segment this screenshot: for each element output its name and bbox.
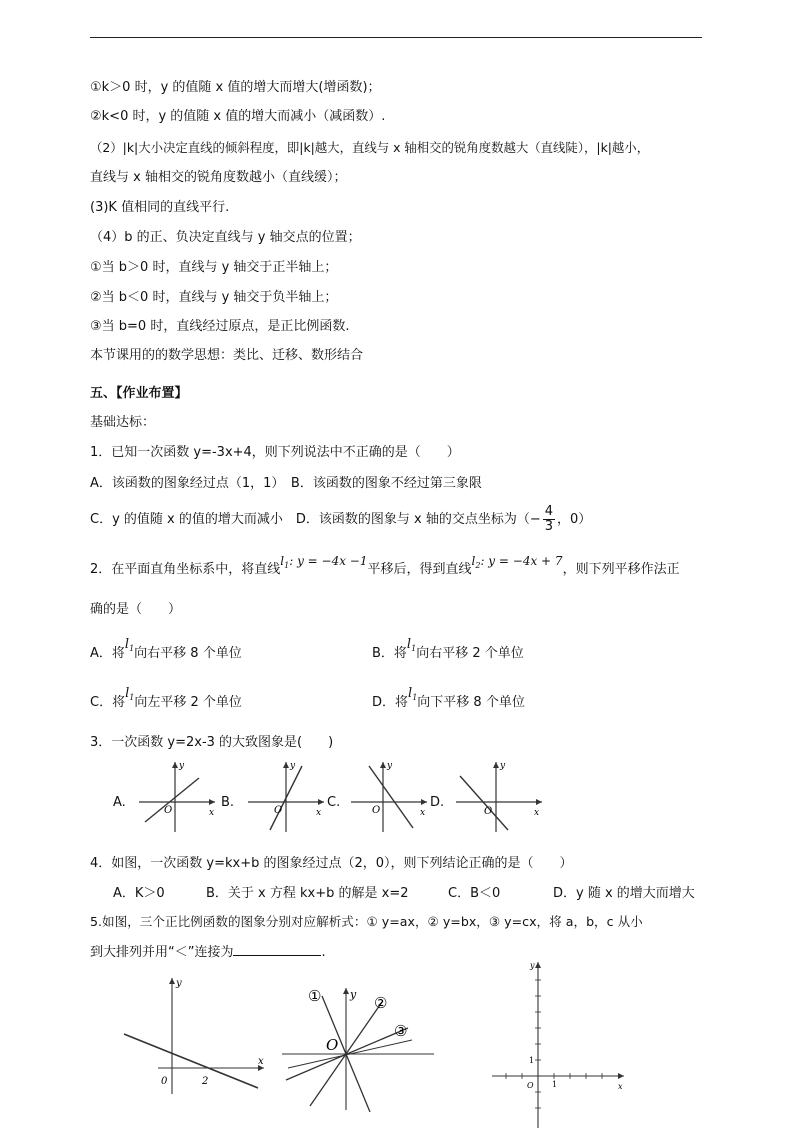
q5-figure-1 (118, 972, 268, 1097)
q5-figure-2 (278, 984, 438, 1112)
x-arrow-icon (618, 1073, 624, 1079)
q2-stem-line2: 确的是（ ） (90, 602, 182, 617)
y-label: y (176, 978, 182, 989)
x-intercept-label: 2 (202, 1076, 209, 1087)
q2-stem-a: 2．在平面直角坐标系中，将直线 (90, 562, 281, 577)
q2-c-text: 向左平移 2 个单位 (134, 695, 242, 710)
subscript-2: 2 (475, 561, 481, 570)
q4-stem: 4．如图，一次函数 y=kx+b 的图象经过点（2，0），则下列结论正确的是（ ） (90, 856, 573, 871)
q2-d-prefix: D．将 (372, 695, 409, 710)
origin-label: O (164, 805, 173, 816)
q5-answer-blank[interactable] (233, 943, 321, 956)
q3-option-d-label[interactable]: D. (430, 795, 445, 810)
x-label: x (534, 808, 540, 818)
y-label: y (290, 761, 296, 771)
subscript-1: 1 (411, 644, 417, 653)
y-arrow-icon (380, 762, 386, 768)
y-label: y (500, 761, 506, 771)
q4-option-b: B．关于 x 方程 kx+b 的解是 x=2 (206, 886, 409, 901)
x-label: x (420, 808, 426, 818)
homework-subtitle: 基础达标： (90, 415, 156, 430)
q5-stem-line1: 5.如图，三个正比例函数的图象分别对应解析式：① y=ax，② y=bx，③ y=cx，将 a，b，c 从小 (90, 914, 643, 929)
l-symbol: l (406, 637, 412, 652)
l-symbol: l (471, 554, 476, 568)
subscript-1: 1 (129, 693, 135, 702)
q4-option-a: A．K＞0 (113, 886, 165, 901)
summary-line-10: 本节课用的的数学思想：类比、迁移、数形结合 (90, 348, 364, 363)
y-arrow-icon (493, 762, 499, 768)
circle-label-2: ② (374, 994, 388, 1012)
q5-stem-text: 到大排列并用“＜”连接为 (90, 945, 234, 960)
subscript-1: 1 (129, 644, 135, 653)
q4-option-d: D．y 随 x 的增大而增大 (553, 886, 695, 901)
q2-option-c (90, 686, 242, 716)
x-label: x (258, 1056, 264, 1067)
q2-a-prefix: A．将 (90, 646, 125, 661)
y-arrow-icon (172, 762, 178, 768)
q3-option-a-label[interactable]: A. (113, 795, 126, 810)
x-label: x (209, 808, 215, 818)
q2-d-text: 向下平移 8 个单位 (417, 695, 525, 710)
summary-line-1: ①k＞0 时，y 的值随 x 值的增大而增大(增函数)； (90, 80, 381, 95)
q2-c-prefix: C．将 (90, 695, 126, 710)
x-label: x (618, 1082, 623, 1091)
summary-line-8: ②当 b＜0 时，直线与 y 轴交于负半轴上； (90, 290, 338, 305)
q2-l2-equation: : y = −4x + 7 (480, 554, 563, 568)
subscript-1: 1 (412, 693, 418, 702)
x-label: x (316, 808, 322, 818)
summary-line-6: （4）b 的正、负决定直线与 y 轴交点的位置； (90, 230, 361, 245)
y-label: y (387, 761, 393, 771)
l-symbol: l (125, 686, 130, 701)
q2-a-l1 (125, 637, 134, 652)
origin-label: O (372, 805, 381, 816)
q3-option-b-label[interactable]: B. (221, 795, 235, 810)
q1-options-cd (90, 505, 591, 534)
homework-title: 五、【作业布置】 (90, 386, 188, 401)
y-label: y (530, 961, 535, 970)
q3-option-c-label[interactable]: C. (327, 795, 341, 810)
y-label: y (179, 761, 185, 771)
x-arrow-icon (536, 799, 542, 805)
origin-label: O (527, 1081, 534, 1090)
y-arrow-icon (535, 962, 541, 968)
y-arrow-icon (343, 988, 349, 994)
l-symbol: l (280, 554, 285, 568)
graph-line (124, 1034, 258, 1088)
circle-label-1: ① (308, 987, 322, 1005)
y-arrow-icon (283, 762, 289, 768)
q2-l1-expr (280, 554, 367, 568)
q3-graph-a[interactable] (135, 758, 217, 834)
subscript-1: 1 (284, 561, 290, 570)
q1-option-tail: ，0） (557, 512, 592, 527)
y-arrow-icon (169, 978, 175, 984)
x-arrow-icon (318, 799, 324, 805)
circle-label-3: ③ (394, 1022, 408, 1040)
origin-label: O (274, 805, 283, 816)
origin-label: 0 (161, 1076, 168, 1087)
x-arrow-icon (209, 799, 215, 805)
graph-line (460, 776, 508, 830)
q2-l1-equation: : y = −4x −1 (289, 554, 368, 568)
x-unit-label: 1 (552, 1080, 558, 1089)
l-symbol: l (408, 686, 413, 701)
q1-options-ab: A．该函数的图象经过点（1，1） B．该函数的图象不经过第三象限 (90, 476, 482, 491)
y-label: y (350, 988, 357, 1001)
q2-c-l1 (125, 686, 134, 701)
origin-label: O (326, 1036, 339, 1054)
q1-stem: 1．已知一次函数 y=-3x+4，则下列说法中不正确的是（ ） (90, 445, 460, 460)
q2-d-l1 (408, 686, 417, 701)
summary-line-7: ①当 b＞0 时，直线与 y 轴交于正半轴上； (90, 260, 338, 275)
q4-option-c: C．B＜0 (448, 886, 501, 901)
q3-stem: 3．一次函数 y=2x-3 的大致图象是( ) (90, 735, 334, 750)
y-unit-label: 1 (529, 1056, 535, 1065)
q2-b-text: 向右平移 2 个单位 (416, 646, 524, 661)
q1-frac-num: 4 (544, 504, 554, 519)
q5-stem-line2 (90, 943, 326, 962)
q5-stem-end: . (321, 945, 326, 960)
q2-b-prefix: B．将 (372, 646, 407, 661)
q1-option-cd-text: C．y 的值随 x 的值的增大而减小 D．该函数的图象与 x 轴的交点坐标为（− (90, 512, 541, 527)
q2-stem-line1 (90, 554, 680, 583)
summary-line-9: ③当 b=0 时，直线经过原点，是正比例函数. (90, 319, 350, 334)
l-symbol: l (124, 637, 130, 652)
q3-graph-d[interactable] (452, 758, 544, 834)
graph-line (369, 766, 413, 828)
q1-frac-den: 3 (544, 519, 554, 534)
origin-label: O (484, 806, 493, 817)
q2-l2-expr (472, 554, 563, 568)
summary-line-5: (3)K 值相同的直线平行. (90, 200, 230, 215)
q1-fraction (543, 505, 555, 534)
q2-stem-b: 平移后，得到直线 (367, 562, 472, 577)
summary-line-4: 直线与 x 轴相交的锐角度数越小（直线缓）； (90, 170, 347, 185)
summary-line-3: （2）|k|大小决定直线的倾斜程度，即|k|越大，直线与 x 轴相交的锐角度数越大（直线陡），|k|越小， (90, 140, 650, 155)
header-rule (90, 37, 702, 38)
q2-option-b (372, 637, 524, 667)
q2-stem-c: ，则下列平移作法正 (562, 562, 680, 577)
summary-line-2: ②k<0 时，y 的值随 x 值的增大而减小（减函数）. (90, 109, 386, 124)
q2-option-d (372, 686, 525, 716)
q2-b-l1 (407, 637, 416, 652)
q2-option-a (90, 637, 242, 667)
q5-figure-3 (488, 958, 628, 1130)
q2-a-text: 向右平移 8 个单位 (134, 646, 242, 661)
q3-graph-b[interactable] (244, 758, 326, 834)
q3-graph-c[interactable] (347, 758, 429, 834)
x-arrow-icon (421, 799, 427, 805)
